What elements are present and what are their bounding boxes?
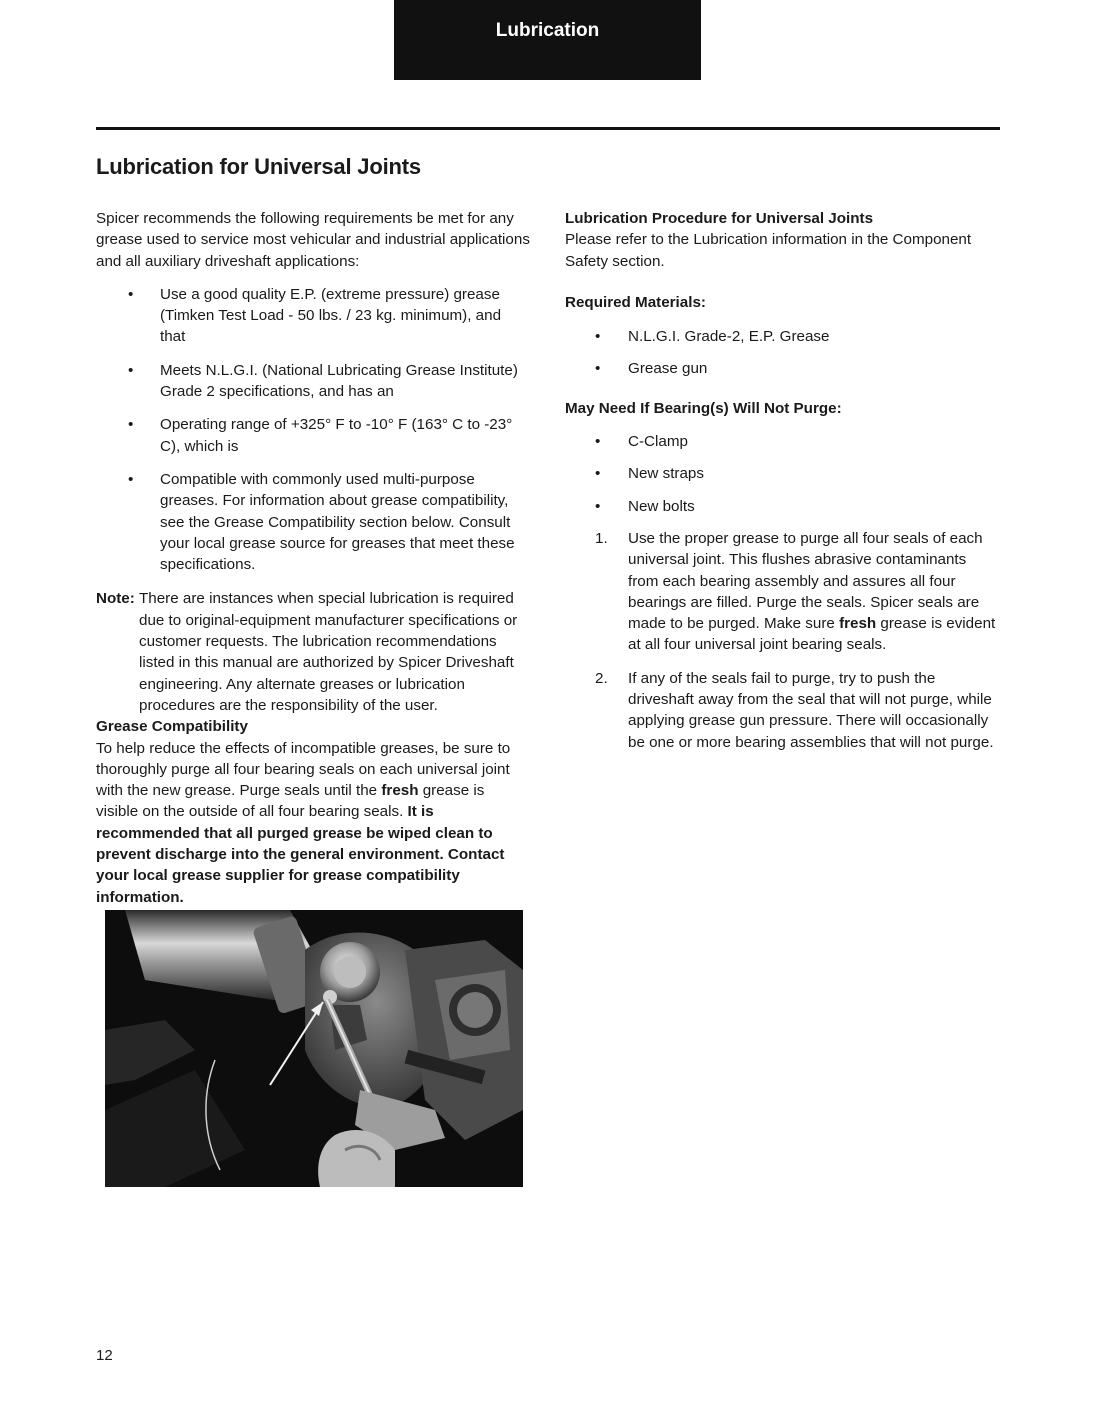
grease-gun-photo [105, 910, 523, 1187]
grease-compatibility-paragraph [96, 738, 530, 908]
requirement-bullet [96, 414, 530, 457]
purge-item [565, 431, 999, 452]
bullet-icon: • [128, 416, 134, 434]
right-column [565, 208, 999, 753]
purge-item-text: C-Clamp [628, 433, 688, 451]
page-title: Lubrication for Universal Joints [96, 154, 421, 179]
purge-item-text: New bolts [628, 497, 695, 515]
purge-item-text: New straps [628, 465, 704, 483]
requirement-bullet [96, 360, 530, 403]
section-tab-label: Lubrication [495, 20, 600, 41]
grease-compatibility-heading: Grease Compatibility [96, 718, 248, 736]
bullet-icon: • [595, 497, 601, 515]
material-text: N.L.G.I. Grade-2, E.P. Grease [628, 328, 830, 346]
bullet-icon: • [595, 360, 601, 378]
compat-text: To help reduce the effects of incompatible greases, be sure to thoroughly purge all four bearing seals on each universal joint with the new grease. Purge seals until the [96, 739, 511, 800]
requirement-text: Meets N.L.G.I. (National Lubricating Grease Institute) Grade 2 specifications, and has an [160, 361, 518, 401]
required-materials-heading: Required Materials: [565, 293, 706, 311]
header-rule [96, 127, 1000, 130]
step-text: grease is evident at all four universal joint bearing seals. [628, 615, 996, 654]
step-number: 1. [595, 529, 608, 547]
bullet-icon: • [128, 285, 134, 303]
material-item [565, 326, 999, 347]
purge-item [565, 496, 999, 517]
bullet-icon: • [595, 465, 601, 483]
compat-warning-emphasis: It is recommended that all purged grease be wiped clean to prevent discharge into the general environment. Contact your local grease supplier for grease compatibility information. [96, 803, 505, 906]
note-label: Note: [96, 590, 135, 608]
note-text: There are instances when special lubrication is required due to original-equipment manufacturer specifications or customer requests. The lubrication recommendations listed in this manual are authorized by Spicer Driveshaft engineering. Any alternate greases or lubrication procedures are the responsibility of the user. [139, 590, 518, 714]
material-text: Grease gun [628, 360, 708, 378]
bullet-icon: • [128, 361, 134, 379]
step-fresh-emphasis: fresh [839, 615, 877, 633]
purge-item [565, 463, 999, 484]
requirement-text: Operating range of +325° F to -10° F (163° C to -23° C), which is [160, 416, 513, 455]
requirement-bullet [96, 284, 530, 348]
procedure-step [565, 528, 999, 656]
section-tab [394, 0, 701, 80]
bullet-icon: • [595, 433, 601, 451]
procedure-text: Please refer to the Lubrication information in the Component Safety section. [565, 231, 972, 270]
page-number: 12 [96, 1347, 113, 1364]
step-text: If any of the seals fail to purge, try to push the driveshaft away from the seal that will not purge, while applying grease gun pressure. There will occasionally be one or more bearing assemblies that will not purge. [628, 669, 994, 751]
requirement-text: Compatible with commonly used multi-purpose greases. For information about grease compatibility, see the Grease Compatibility section below. Consult your local grease source for greases that meet these specifications. [160, 470, 515, 574]
requirement-text: Use a good quality E.P. (extreme pressure) grease (Timken Test Load - 50 lbs. / 23 kg. minimum), and that [160, 285, 502, 346]
universal-joint-photo-illustration [105, 910, 523, 1187]
procedure-step [565, 668, 999, 753]
compat-fresh-emphasis: fresh [381, 782, 419, 800]
bullet-icon: • [128, 470, 134, 488]
intro-paragraph: Spicer recommends the following requirements be met for any grease used to service most vehicular and industrial applications and all auxiliary driveshaft applications: [96, 210, 530, 270]
material-item [565, 358, 999, 379]
purge-materials-heading: May Need If Bearing(s) Will Not Purge: [565, 399, 842, 417]
note-block [96, 588, 530, 716]
left-column [96, 208, 530, 908]
step-text: Use the proper grease to purge all four seals of each universal joint. This flushes abrasive contaminants from each bearing assembly and assures all four bearings are filled. Purge the seals. Spicer seals are made to be purged. Make sure [628, 529, 983, 633]
requirement-bullet [96, 469, 530, 575]
compat-text: grease is visible on the outside of all four bearing seals. [96, 782, 485, 821]
step-number: 2. [595, 669, 608, 687]
procedure-heading: Lubrication Procedure for Universal Joints [565, 210, 874, 227]
bullet-icon: • [595, 328, 601, 346]
